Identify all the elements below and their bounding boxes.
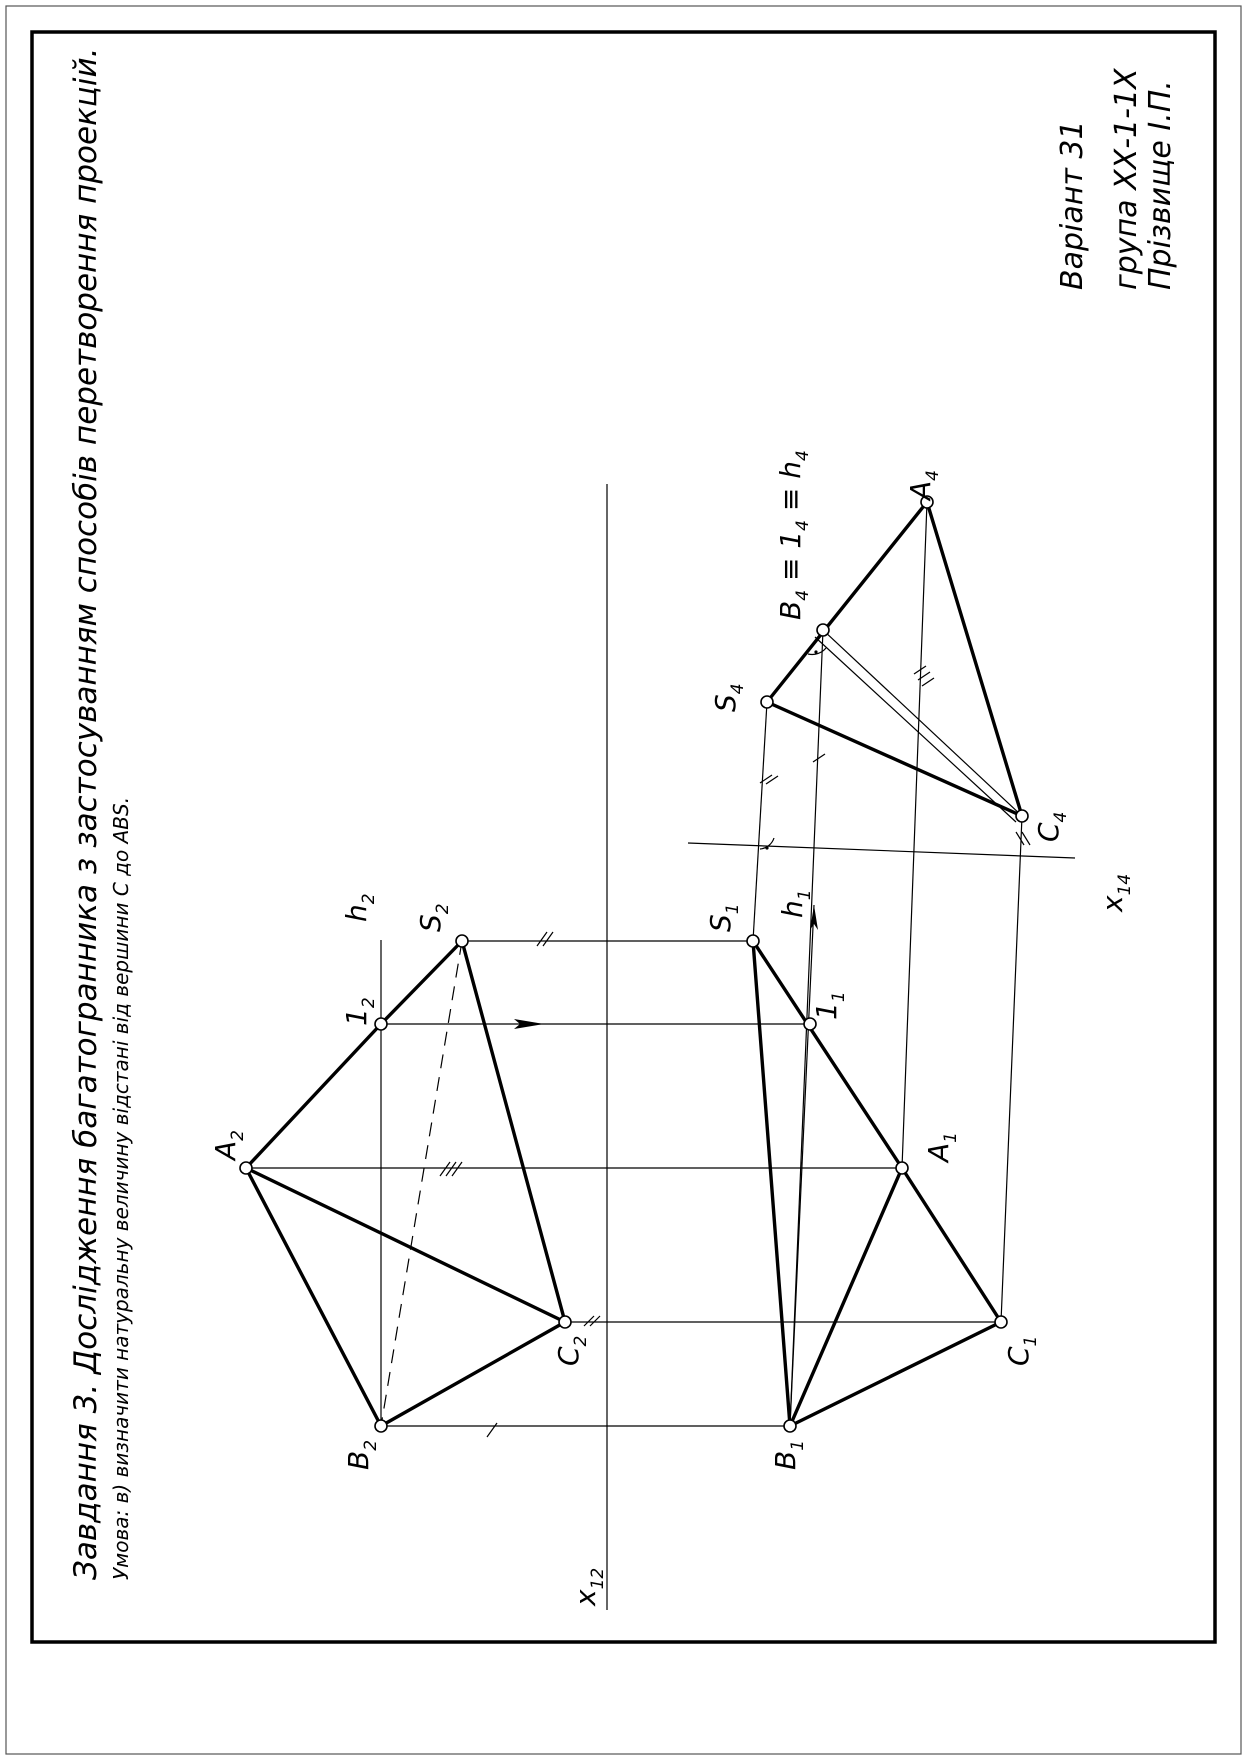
label-C4: $C_4$ [1032, 811, 1071, 842]
label-h2: $h_2$ [340, 893, 379, 922]
label-A4: $A_4$ [904, 470, 943, 500]
label-x14: $x_{14}$ [1096, 873, 1135, 912]
point-S4 [761, 696, 773, 708]
label-1-2: $1_2$ [340, 997, 379, 1026]
label-x12: $x_{12}$ [569, 1567, 608, 1606]
horizontal-projection [753, 941, 1001, 1426]
point-C4 [1016, 810, 1028, 822]
point-B1 [784, 1420, 796, 1432]
sheet-title: Завдання 3. Дослідження багатогранника з застосуванням способів перетворення проекцій. [68, 47, 104, 1580]
label-A1: $A_1$ [922, 1132, 961, 1162]
axis-x14 [688, 843, 1075, 858]
point-C2 [559, 1316, 571, 1328]
label-B2: $B_2$ [342, 1439, 381, 1470]
sheet-condition: Умова: в) визначити натуральну величину відстані від вершини С до ABS. [109, 796, 133, 1580]
variant-label: Варіант 31 [1055, 120, 1090, 290]
point-B2 [375, 1420, 387, 1432]
label-B4-equivalence: $B_4 \equiv 1_4 \equiv h_4$ [774, 450, 813, 620]
label-A2: $A_2$ [209, 1130, 248, 1160]
label-B1: $B_1$ [769, 1439, 808, 1470]
point-C1 [995, 1316, 1007, 1328]
point-S2 [456, 935, 468, 947]
linkage-lines [246, 502, 1022, 1426]
label-S2: $S_2$ [414, 903, 453, 932]
group-label: група ХХ-1-1Х [1109, 68, 1144, 290]
point-A2 [240, 1162, 252, 1174]
label-h1: $h_1$ [776, 889, 815, 918]
label-C2: $C_2$ [552, 1335, 591, 1366]
label-S1: $S_1$ [704, 903, 743, 932]
label-1-1: $1_1$ [810, 991, 849, 1020]
surname-label: Прізвище І.П. [1143, 80, 1178, 290]
label-S4: $S_4$ [709, 683, 748, 712]
point-A1 [896, 1162, 908, 1174]
point-B4 [817, 624, 829, 636]
point-S1 [747, 935, 759, 947]
right-angle-icon [760, 648, 826, 850]
label-C1: $C_1$ [1002, 1335, 1041, 1366]
frontal-projection [246, 941, 565, 1426]
point-1-2 [375, 1018, 387, 1030]
